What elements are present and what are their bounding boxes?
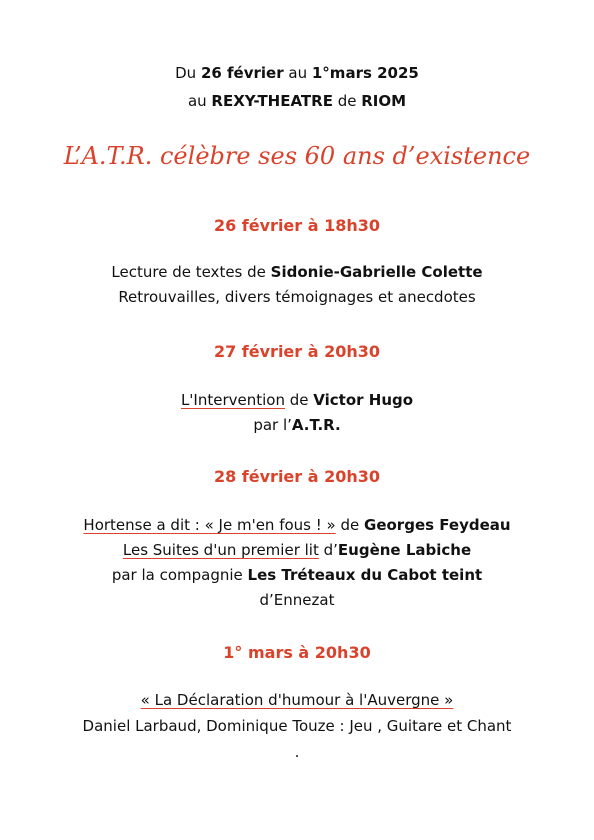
end-date: 1°mars 2025 (311, 64, 419, 82)
author: Eugène Labiche (337, 541, 472, 559)
venue-line (0, 91, 594, 111)
text: de (285, 391, 314, 409)
event-3-line-3 (0, 565, 594, 585)
text: de (332, 92, 362, 110)
event-1-date: 26 février à 18h30 (213, 216, 381, 235)
event-4-line-3: . (294, 743, 300, 761)
date-range-line (0, 63, 594, 83)
event-1-line-2: Retrouvailles, divers témoignages et anecdotes (118, 288, 476, 306)
show-title: « La Déclaration d'humour à l'Auvergne » (140, 691, 454, 709)
text: au (283, 64, 312, 82)
author: Sidonie-Gabrielle Colette (270, 263, 483, 281)
headline: L’A.T.R. célèbre ses 60 ans d’existence (63, 142, 531, 170)
text: Lecture de textes de (111, 263, 271, 281)
text: de (335, 516, 365, 534)
event-3-line-4: d’Ennezat (259, 591, 335, 609)
venue-name: REXY-THEATRE (211, 92, 333, 110)
event-2-date: 27 février à 20h30 (213, 342, 381, 361)
text: d’ (318, 541, 338, 559)
text: par l’ (253, 416, 292, 434)
text: par la compagnie (111, 566, 248, 584)
play-title: Les Suites d'un premier lit (122, 541, 319, 559)
event-2-line-2 (0, 415, 594, 435)
city-name: RIOM (361, 92, 407, 110)
event-4-date: 1° mars à 20h30 (223, 643, 371, 662)
author: Georges Feydeau (364, 516, 511, 534)
start-date: 26 février (200, 64, 284, 82)
company: Les Tréteaux du Cabot teint (247, 566, 483, 584)
text: Du (175, 64, 201, 82)
text: au (187, 92, 212, 110)
play-title: Hortense a dit : « Je m'en fous ! » (83, 516, 336, 534)
event-4-line-1 (0, 690, 594, 710)
play-title: L'Intervention (180, 391, 285, 409)
event-4-line-2: Daniel Larbaud, Dominique Touze : Jeu , Guitare et Chant (82, 717, 512, 735)
event-3-date: 28 février à 20h30 (213, 467, 381, 486)
troupe: A.T.R. (291, 416, 341, 434)
event-1-line-1 (0, 262, 594, 282)
author: Victor Hugo (313, 391, 414, 409)
event-3-line-2 (0, 540, 594, 560)
event-2-line-1 (0, 390, 594, 410)
event-3-line-1 (0, 515, 594, 535)
